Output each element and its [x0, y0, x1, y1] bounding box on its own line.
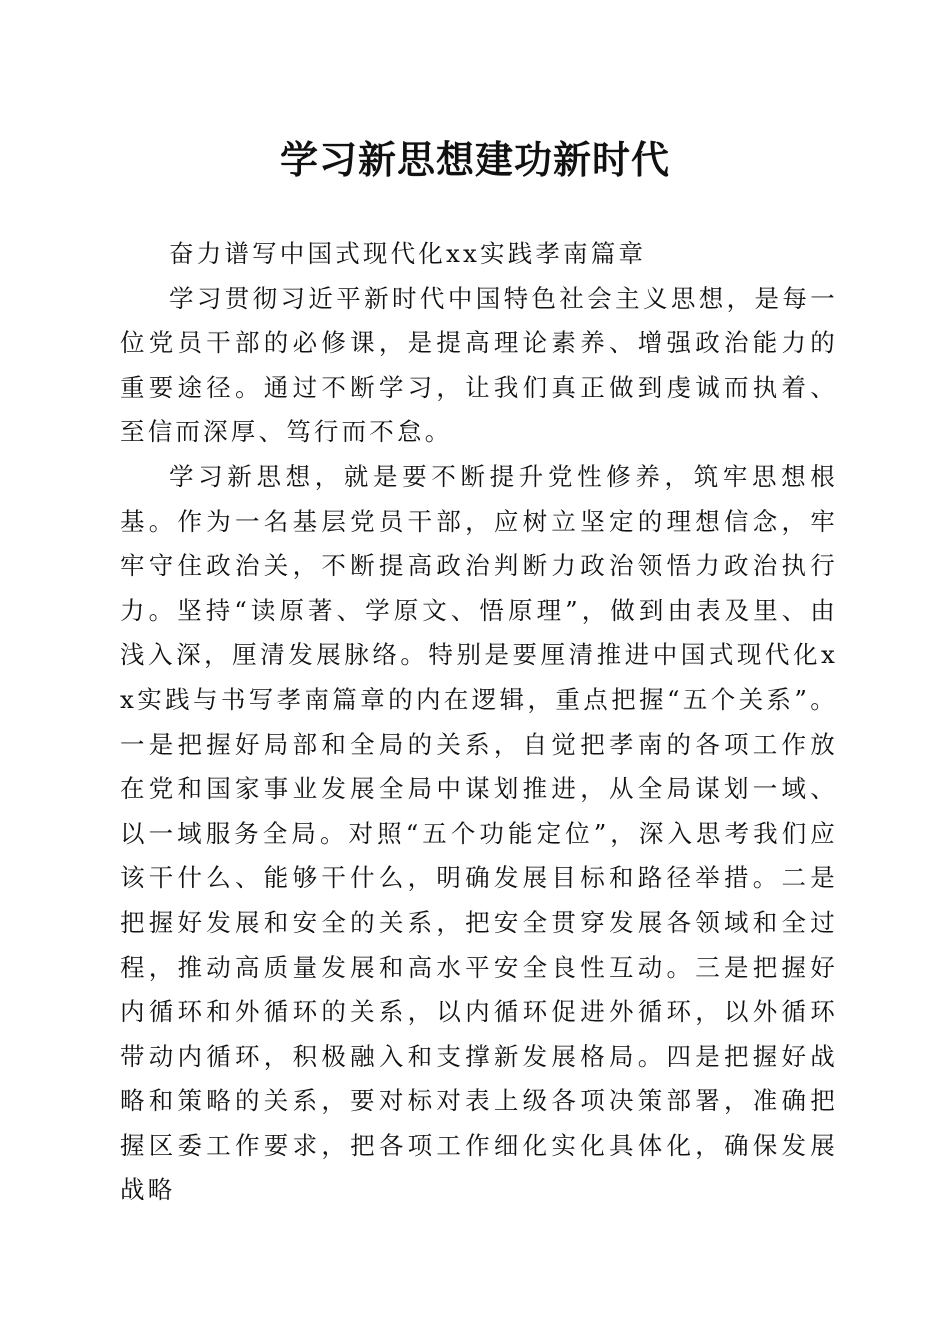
subtitle-paragraph: 奋力谱写中国式现代化xx实践孝南篇章	[169, 239, 647, 268]
body-paragraph: 学习新思想，就是要不断提升党性修养，筑牢思想根基。作为一名基层党员干部，应树立坚定的理想信念，牢牢守住政治关，不断提高政治判断力政治领悟力政治执行力。坚持“读原著、学原文、悟原理”，做到由表及里、由浅入深，厘清发展脉络。特别是要厘清推进中国式现代化xx实践与书写孝南篇章的内在逻辑，重点把握“五个关系”。一是把握好局部和全局的关系，自觉把孝南的各项工作放在党和国家事业发展全局中谋划推进，从全局谋划一域、以一域服务全局。对照“五个功能定位”，深入思考我们应该干什么、能够干什么，明确发展目标和路径举措。二是把握好发展和安全的关系，把安全贯穿发展各领域和全过程，推动高质量发展和高水平安全良性互动。三是把握好内循环和外循环的关系，以内循环促进外循环，以外循环带动内循环，积极融入和支撑新发展格局。四是把握好战略和策略的关系，要对标对表上级各项决策部署，准确把握区委工作要求，把各项工作细化实化具体化，确保发展战略	[120, 461, 838, 1205]
body-paragraph: 学习贯彻习近平新时代中国特色社会主义思想，是每一位党员干部的必修课，是提高理论素养、增强政治能力的重要途径。通过不断学习，让我们真正做到虔诚而执着、至信而深厚、笃行而不怠。	[120, 283, 838, 447]
document-title: 学习新思想建功新时代	[279, 137, 670, 182]
document-body	[120, 232, 838, 1213]
